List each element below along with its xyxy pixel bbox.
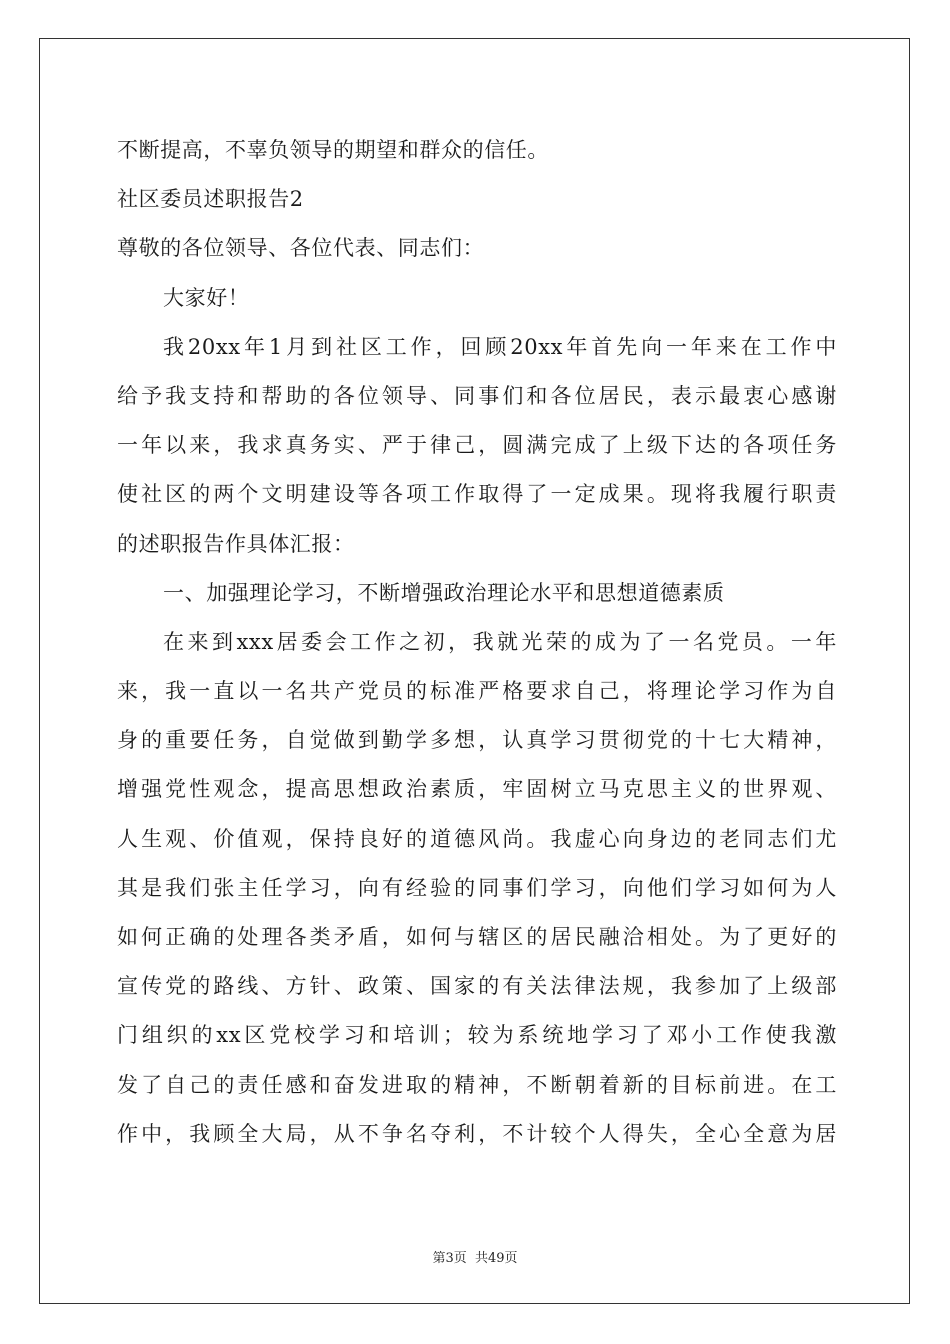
text-line: 一年以来，我求真务实、严于律己，圆满完成了上级下达的各项任务	[117, 433, 837, 458]
text-line: 的述职报告作具体汇报：	[117, 531, 355, 556]
text-line: 不断提高，不辜负领导的期望和群众的信任。	[117, 138, 549, 162]
text-line: 尊敬的各位领导、各位代表、同志们：	[117, 236, 485, 261]
text-line: 给予我支持和帮助的各位领导、同事们和各位居民，表示最衷心感谢	[117, 383, 837, 408]
text-line: 增强党性观念，提高思想政治素质，牢固树立马克思主义的世界观、	[117, 777, 837, 802]
text-line: 发了自己的责任感和奋发进取的精神，不断朝着新的目标前进。在工	[117, 1072, 837, 1097]
text-line: 门组织的xx区党校学习和培训；较为系统地学习了邓小工作使我激	[117, 1023, 837, 1048]
text-line: 我20xx年1月到社区工作，回顾20xx年首先向一年来在工作中	[163, 334, 837, 359]
text-line: 身的重要任务，自觉做到勤学多想，认真学习贯彻党的十七大精神，	[117, 728, 837, 753]
text-line: 社区委员述职报告2	[117, 187, 304, 212]
text-line: 宣传党的路线、方针、政策、国家的有关法律法规，我参加了上级部	[117, 974, 837, 999]
text-line: 来，我一直以一名共产党员的标准严格要求自己，将理论学习作为自	[117, 679, 837, 704]
text-line: 作中，我顾全大局，从不争名夺利，不计较个人得失，全心全意为居	[117, 1121, 837, 1146]
text-line: 其是我们张主任学习，向有经验的同事们学习，向他们学习如何为人	[117, 875, 837, 900]
text-line: 大家好！	[163, 285, 250, 310]
text-line: 人生观、价值观，保持良好的道德风尚。我虚心向身边的老同志们尤	[117, 826, 837, 851]
page-total: 共49页	[474, 1251, 518, 1266]
page-footer	[0, 1247, 950, 1266]
text-line: 一、加强理论学习，不断增强政治理论水平和思想道德素质	[163, 580, 725, 605]
document-body	[117, 126, 837, 1159]
page-number: 第3页	[432, 1251, 467, 1266]
text-line: 如何正确的处理各类矛盾，如何与辖区的居民融洽相处。为了更好的	[117, 925, 837, 949]
text-line: 在来到xxx居委会工作之初，我就光荣的成为了一名党员。一年	[163, 629, 837, 654]
text-line: 使社区的两个文明建设等各项工作取得了一定成果。现将我履行职责	[117, 482, 837, 507]
